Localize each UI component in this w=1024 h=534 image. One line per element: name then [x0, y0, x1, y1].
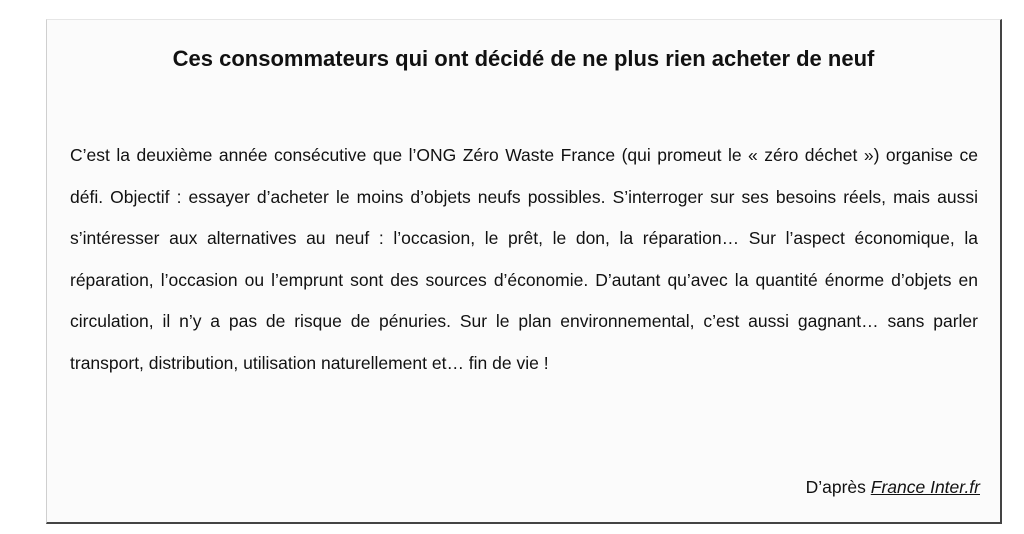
- source-link[interactable]: France Inter.fr: [870, 477, 980, 497]
- article-body: C’est la deuxième année consécutive que l’ONG Zéro Waste France (qui promeut le « zéro déchet ») organise ce défi. Objectif : essayer d’acheter le moins d’objets neufs possibles. S’interroger sur ses besoins réels, mais aussi s’intéresser aux alternatives au neuf : l’occasion, le prêt, le don, la réparation… Sur l’aspect économique, la réparation, l’occasion ou l’emprunt sont des sources d’économie. D’autant qu’avec la quantité énorme d’objets en circulation, il n’y a pas de risque de pénuries. Sur le plan environnemental, c’est aussi gagnant… sans parler transport, distribution, utilisation naturellement et… fin de vie !: [70, 145, 978, 373]
- article-frame: [46, 19, 1002, 524]
- article-title: Ces consommateurs qui ont décidé de ne plus rien acheter de neuf: [172, 46, 875, 71]
- source-prefix: D’après: [805, 477, 871, 497]
- article-source: [806, 475, 980, 499]
